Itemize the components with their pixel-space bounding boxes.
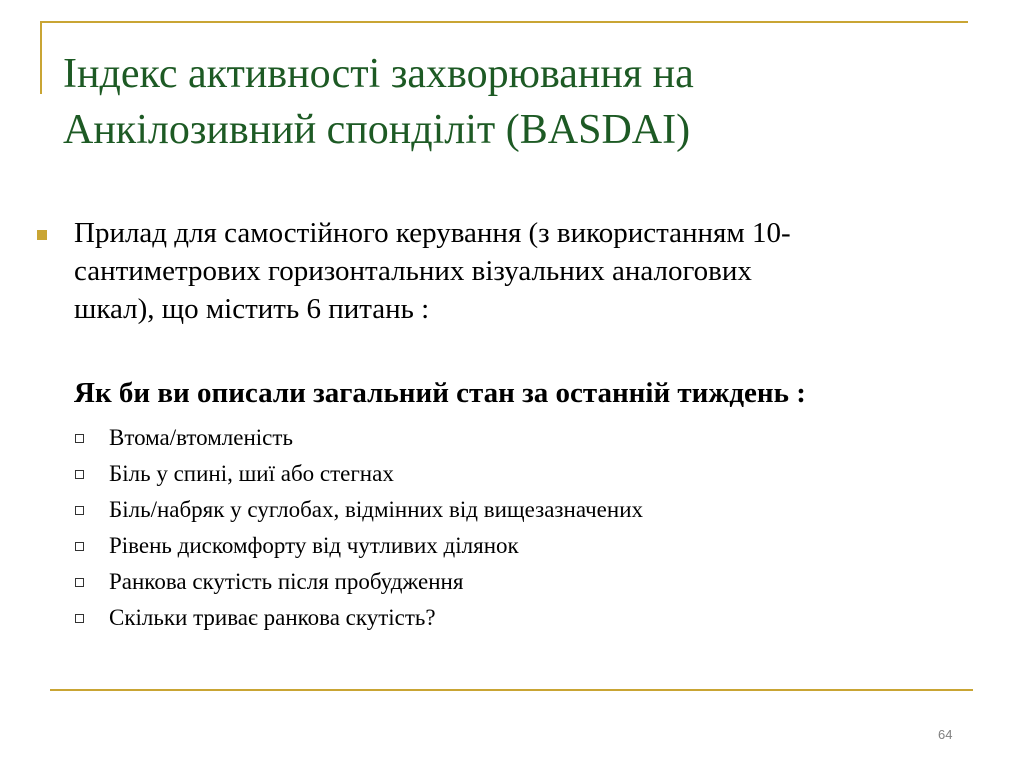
frame-left-line [40,21,42,94]
hollow-square-bullet-icon [75,470,84,479]
slide-title [63,46,983,158]
intro-line-2: сантиметрових горизонтальних візуальних аналогових [74,255,752,287]
hollow-square-bullet-icon [75,614,84,623]
list-item-text: Біль у спині, шиї або стегнах [109,461,394,486]
intro-line-3: шкал), що містить 6 питань : [74,293,430,325]
intro-paragraph [74,214,1004,328]
intro-line-1: Прилад для самостійного керування (з використанням 10- [74,217,791,249]
hollow-square-bullet-icon [75,506,84,515]
question-heading: Як би ви описали загальний стан за останній тиждень : [74,377,806,409]
slide-title-line-1: Індекс активності захворювання на [63,51,694,97]
hollow-square-bullet-icon [75,542,84,551]
hollow-square-bullet-icon [75,578,84,587]
hollow-square-bullet-icon [75,434,84,443]
frame-bottom-line [50,689,973,691]
list-item-text: Рівень дискомфорту від чутливих ділянок [109,533,519,558]
slide-number: 64 [938,727,953,742]
list-item-text: Втома/втомленість [109,425,293,450]
list-item-text: Скільки триває ранкова скутість? [109,605,436,630]
slide-title-line-2: Анкілозивний спонділіт (BASDAI) [63,107,691,153]
frame-top-line [40,21,968,23]
list-item-text: Ранкова скутість після пробудження [109,569,464,594]
list-item-text: Біль/набряк у суглобах, відмінних від вищезазначених [109,497,643,522]
square-bullet-icon [37,230,47,240]
